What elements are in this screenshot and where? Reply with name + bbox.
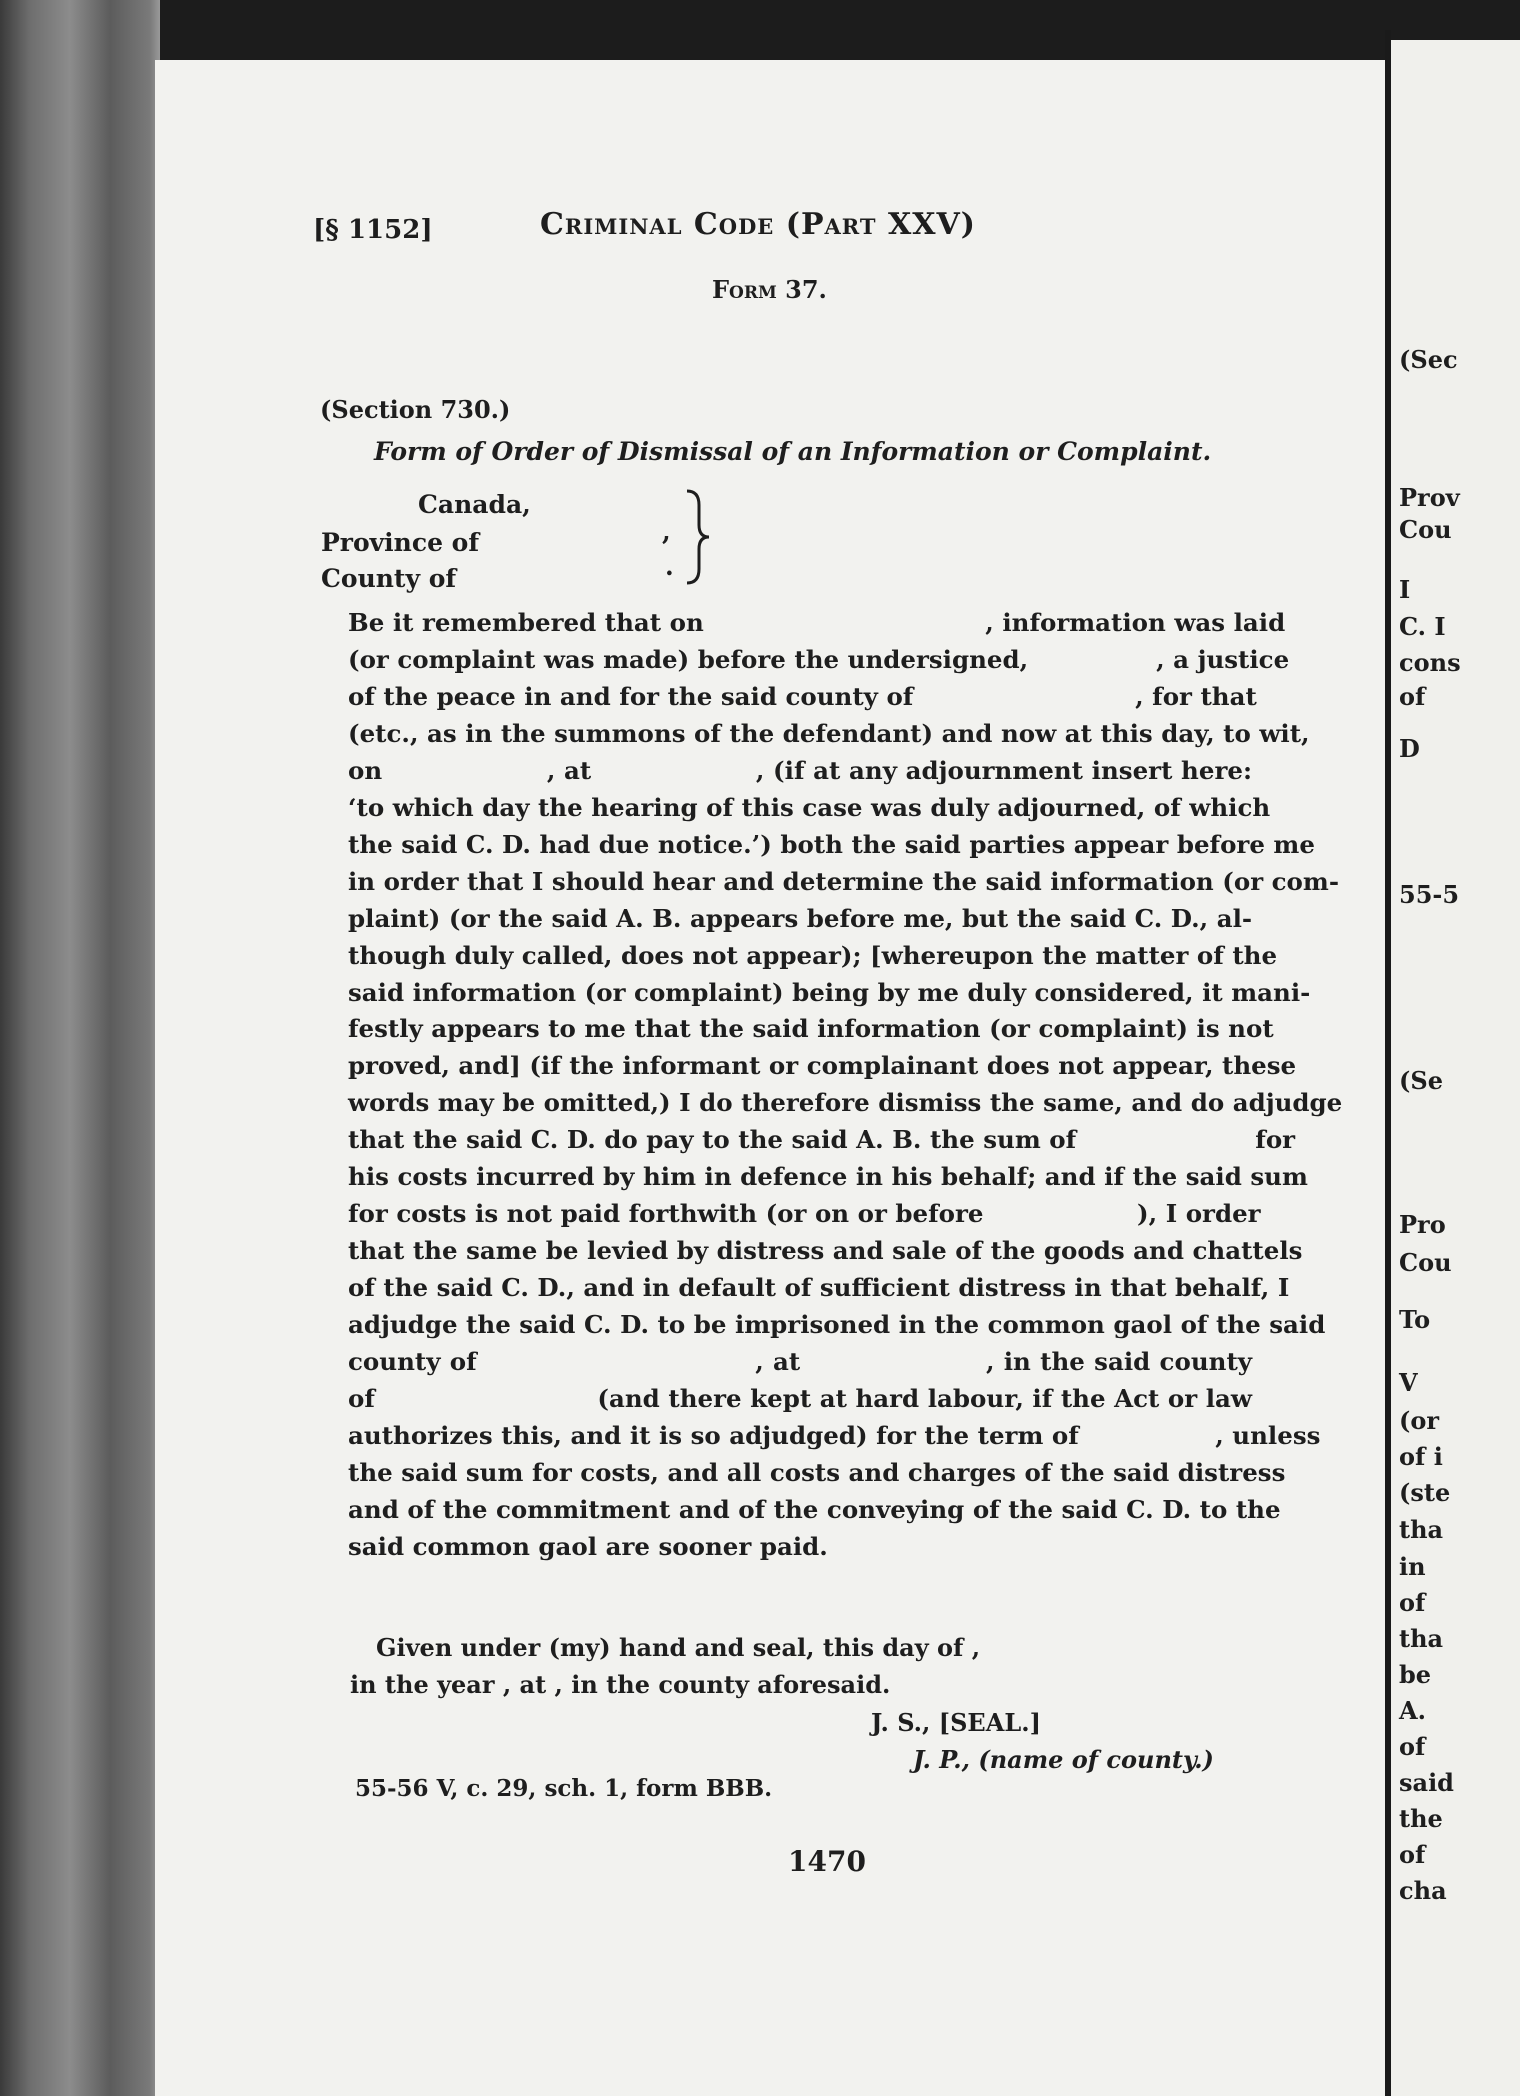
- facing-text: Cou: [1399, 1248, 1452, 1277]
- body-line: for costs is not paid forthwith (or on or before ), I order: [348, 1199, 1261, 1229]
- scan-top-border: [0, 0, 1520, 60]
- body-line: (or complaint was made) before the undersigned, , a justice: [348, 644, 1290, 674]
- facing-text: the: [1399, 1804, 1443, 1833]
- facing-text: of: [1399, 1732, 1426, 1761]
- facing-text: Pro: [1399, 1210, 1446, 1239]
- facing-text: Prov: [1399, 483, 1460, 512]
- facing-text: of i: [1399, 1442, 1443, 1471]
- signature-title: J. P., (name of county.): [913, 1745, 1214, 1774]
- jurisdiction-county: County of: [321, 564, 457, 593]
- body-line: proved, and] (if the informant or complainant does not appear, these: [348, 1051, 1297, 1081]
- body-line: county of , at , in the said county: [348, 1347, 1252, 1376]
- facing-text: of: [1399, 1588, 1426, 1617]
- body-line: though duly called, does not appear); [whereupon the matter of the: [348, 940, 1278, 970]
- jurisdiction-comma: ,: [662, 517, 671, 546]
- facing-text: I: [1399, 575, 1411, 604]
- brace-icon: [683, 487, 713, 587]
- form-section: (Section 730.): [320, 395, 511, 424]
- given-line-2: in the year , at , in the county aforesaid.: [350, 1670, 891, 1699]
- form-title: Form of Order of Dismissal of an Information or Complaint.: [374, 437, 1212, 466]
- facing-text: of: [1399, 1840, 1426, 1869]
- body-line: that the same be levied by distress and sale of the goods and chattels: [348, 1236, 1303, 1266]
- facing-text: cha: [1399, 1876, 1447, 1905]
- given-line-1: Given under (my) hand and seal, this day of ,: [376, 1633, 981, 1662]
- body-line: ‘to which day the hearing of this case was duly adjourned, of which: [348, 792, 1271, 822]
- facing-text: A.: [1399, 1696, 1426, 1725]
- facing-text: tha: [1399, 1624, 1444, 1653]
- body-line: festly appears to me that the said information (or complaint) is not: [348, 1014, 1274, 1044]
- facing-text: D: [1399, 734, 1420, 763]
- book-edge: [0, 0, 160, 2096]
- body-line: adjudge the said C. D. to be imprisoned in the common gaol of the said: [348, 1310, 1326, 1340]
- facing-text: said: [1399, 1768, 1454, 1797]
- facing-text: of: [1399, 682, 1426, 711]
- body-line: authorizes this, and it is so adjudged) for the term of , unless: [348, 1420, 1321, 1450]
- facing-text: (Se: [1399, 1066, 1443, 1095]
- body-line: in order that I should hear and determine the said information (or com-: [348, 866, 1339, 896]
- facing-text: Cou: [1399, 515, 1452, 544]
- facing-text: tha: [1399, 1515, 1444, 1544]
- facing-page: [1391, 40, 1520, 2096]
- facing-text: V: [1399, 1368, 1418, 1397]
- body-line: (etc., as in the summons of the defendant) and now at this day, to wit,: [348, 718, 1310, 748]
- body-line: Be it remembered that on , information was laid: [348, 608, 1286, 637]
- body-line: words may be omitted,) I do therefore dismiss the same, and do adjudge: [348, 1088, 1343, 1118]
- facing-text: in: [1399, 1552, 1426, 1581]
- body-line: that the said C. D. do pay to the said A. B. the sum of for: [348, 1125, 1296, 1155]
- form-number: Form 37.: [712, 275, 827, 304]
- body-line: said common gaol are sooner paid.: [348, 1531, 828, 1561]
- facing-text: (ste: [1399, 1478, 1451, 1507]
- statute-citation: 55-56 V, c. 29, sch. 1, form BBB.: [355, 1775, 773, 1802]
- facing-text: C. I: [1399, 612, 1446, 641]
- jurisdiction-province: Province of: [321, 528, 480, 557]
- facing-text: be: [1399, 1660, 1432, 1689]
- body-line: plaint) (or the said A. B. appears before me, but the said C. D., al-: [348, 903, 1253, 933]
- facing-text: cons: [1399, 648, 1461, 677]
- jurisdiction-country: Canada,: [418, 490, 531, 519]
- running-title: Criminal Code (Part XXV): [540, 207, 976, 242]
- body-line: his costs incurred by him in defence in his behalf; and if the said sum: [348, 1162, 1308, 1192]
- body-line: of (and there kept at hard labour, if the Act or law: [348, 1383, 1252, 1413]
- facing-text: To: [1399, 1305, 1431, 1334]
- body-line: on , at , (if at any adjournment insert here:: [348, 755, 1252, 785]
- body-line: of the said C. D., and in default of sufficient distress in that behalf, I: [348, 1273, 1290, 1303]
- body-line: and of the commitment and of the conveying of the said C. D. to the: [348, 1494, 1281, 1524]
- body-line: said information (or complaint) being by me duly considered, it mani-: [348, 977, 1311, 1007]
- facing-text: (Sec: [1399, 345, 1458, 374]
- jurisdiction-period: .: [665, 552, 674, 581]
- page-number: 1470: [788, 1845, 866, 1878]
- body-line: the said C. D. had due notice.’) both the said parties appear before me: [348, 829, 1315, 859]
- body-line: of the peace in and for the said county of , for that: [348, 681, 1257, 711]
- facing-text: 55-5: [1399, 880, 1460, 909]
- body-line: the said sum for costs, and all costs and charges of the said distress: [348, 1457, 1286, 1487]
- section-reference: [§ 1152]: [313, 215, 433, 245]
- facing-text: (or: [1399, 1406, 1440, 1435]
- signature-name: J. S., [SEAL.]: [871, 1708, 1041, 1737]
